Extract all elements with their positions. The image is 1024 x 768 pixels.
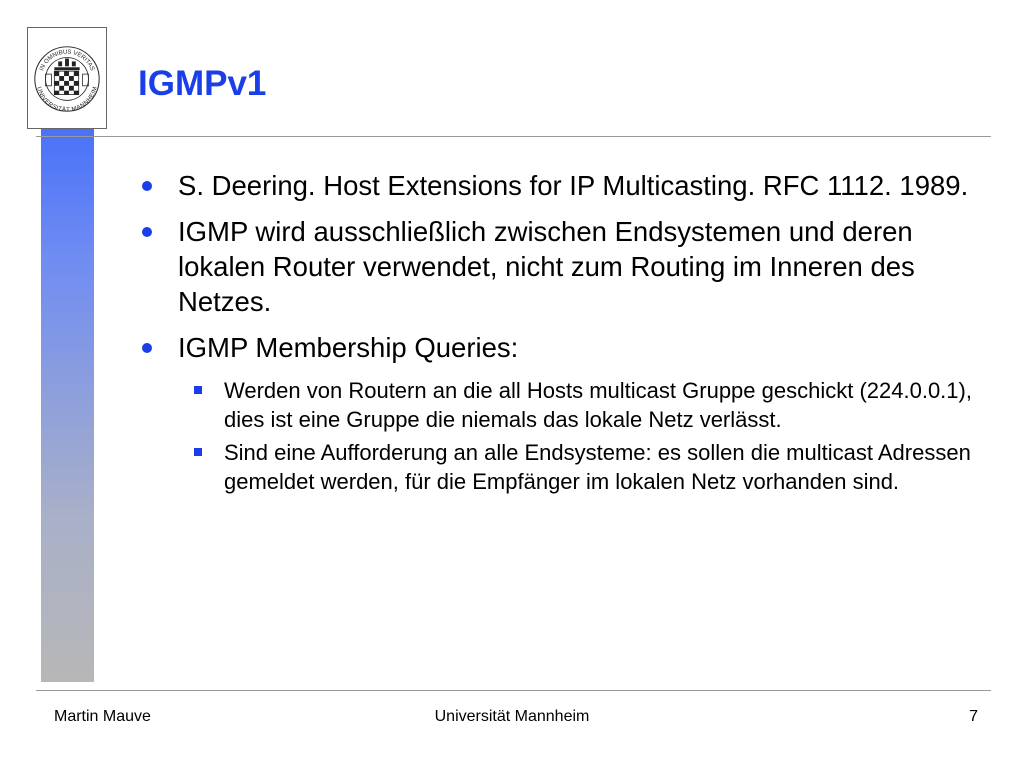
bullet-square-icon <box>194 448 202 456</box>
bullet-item <box>142 214 972 319</box>
bullet-square-icon <box>194 386 202 394</box>
slide-title: IGMPv1 <box>138 64 267 103</box>
page-number: 7 <box>969 708 978 725</box>
bullet-text: IGMP Membership Queries: <box>178 332 519 363</box>
bullet-item <box>142 330 972 365</box>
footer-divider <box>36 690 991 691</box>
university-seal-logo <box>27 27 107 129</box>
subbullet-text: Werden von Routern an die all Hosts multicast Gruppe geschickt (224.0.0.1), dies ist eine Gruppe die niemals das lokale Netz verlässt. <box>224 378 972 432</box>
seal-text-bottom: UNIVERSITÄT MANNHEIM <box>35 86 99 114</box>
svg-text:UNIVERSITÄT MANNHEIM <box>35 86 99 113</box>
title-divider <box>36 136 991 137</box>
bullet-dot-icon <box>142 181 152 191</box>
bullet-dot-icon <box>142 227 152 237</box>
bullet-text: IGMP wird ausschließlich zwischen Endsystemen und deren lokalen Router verwendet, nicht zum Routing im Inneren des Netzes. <box>178 216 915 317</box>
seal-text-top: IN OMNIBUS VERITAS <box>39 49 95 72</box>
seal-graphic <box>28 28 106 128</box>
slide-body <box>142 168 972 500</box>
bullet-dot-icon <box>142 343 152 353</box>
subbullet-text: Sind eine Aufforderung an alle Endsysteme: es sollen die multicast Adressen gemeldet werden, für die Empfänger im lokalen Netz vorhanden sind. <box>224 440 971 494</box>
bullet-item <box>142 168 972 203</box>
footer-institution: Universität Mannheim <box>434 708 590 725</box>
subbullet-item <box>142 438 972 496</box>
subbullet-item <box>142 376 972 434</box>
bullet-text: S. Deering. Host Extensions for IP Multicasting. RFC 1112. 1989. <box>178 170 969 201</box>
footer-author: Martin Mauve <box>54 708 151 725</box>
